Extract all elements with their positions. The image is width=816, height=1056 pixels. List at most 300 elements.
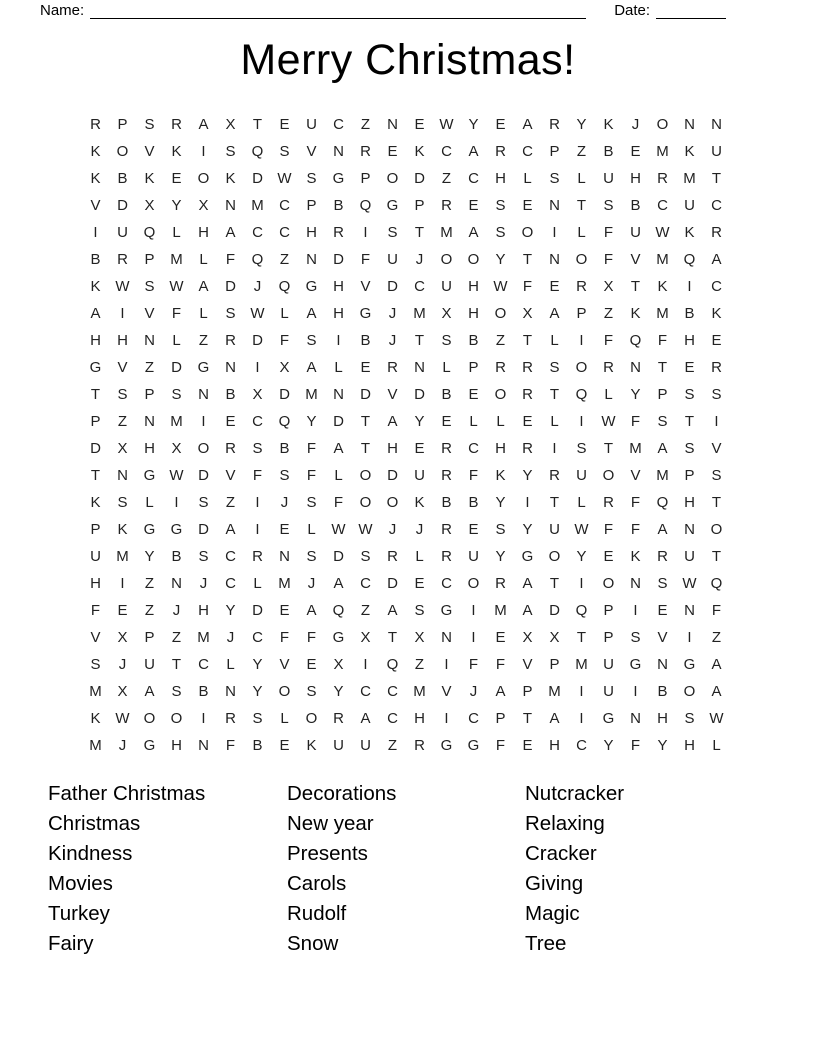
grid-letter: L [226,656,235,673]
grid-letter: S [684,386,695,403]
grid-letter: J [118,656,127,673]
grid-letter: I [336,332,341,349]
grid-letter: F [522,278,533,295]
grid-letter: R [225,440,236,457]
grid-letter: S [306,332,317,349]
grid-letter: U [441,278,452,295]
grid-letter: V [657,629,668,646]
grid-letter: X [333,656,344,673]
grid-letter: G [440,737,453,754]
grid-letter: L [550,413,559,430]
grid-letter: N [171,575,182,592]
grid-letter: F [279,332,290,349]
grid-letter: T [576,629,587,646]
grid-letter: G [197,359,210,376]
grid-letter: E [441,413,452,430]
grid-letter: R [522,440,533,457]
grid-letter: M [656,305,669,322]
grid-letter: L [334,467,343,484]
grid-letter: A [468,143,479,160]
grid-letter: T [252,116,263,133]
grid-letter: I [687,278,692,295]
grid-letter: N [198,386,209,403]
grid-letter: Z [495,332,506,349]
grid-letter: D [252,170,263,187]
grid-letter: G [143,521,156,538]
grid-letter: L [199,305,208,322]
grid-letter: L [469,413,478,430]
grid-letter: K [90,494,101,511]
grid-letter: O [359,467,372,484]
grid-letter: B [90,251,101,268]
grid-letter: N [657,656,668,673]
grid-letter: M [89,737,102,754]
grid-letter: A [198,278,209,295]
grid-letter: F [495,656,506,673]
grid-letter: C [279,197,290,214]
grid-letter: G [332,629,345,646]
word-list [48,779,776,958]
grid-letter: K [684,143,695,160]
letter-grid [82,111,730,759]
grid-letter: V [630,251,641,268]
grid-letter: K [711,305,722,322]
grid-letter: R [441,548,452,565]
grid-letter: N [684,521,695,538]
grid-letter: Y [171,197,182,214]
grid-letter: A [144,683,155,700]
grid-letter: H [549,737,560,754]
grid-letter: B [441,386,452,403]
grid-letter: E [414,440,425,457]
grid-letter: R [657,548,668,565]
grid-letter: S [171,386,182,403]
word-list-column [287,779,525,958]
grid-letter: A [711,683,722,700]
grid-letter: S [549,170,560,187]
grid-letter: G [602,710,615,727]
grid-letter: A [333,575,344,592]
grid-letter: C [522,143,533,160]
grid-letter: K [306,737,317,754]
grid-letter: X [522,629,533,646]
grid-letter: F [333,494,344,511]
grid-letter: Z [414,656,425,673]
grid-letter: M [494,602,507,619]
grid-letter: E [684,359,695,376]
grid-letter: U [468,548,479,565]
grid-letter: O [656,116,669,133]
grid-letter: G [440,602,453,619]
grid-letter: S [387,224,398,241]
grid-letter: O [440,251,453,268]
grid-letter: S [603,197,614,214]
grid-letter: E [468,521,479,538]
grid-letter: K [684,224,695,241]
grid-letter: D [171,359,182,376]
grid-letter: F [495,737,506,754]
grid-letter: D [360,386,371,403]
grid-letter: Y [495,251,506,268]
grid-letter: W [115,710,130,727]
grid-letter: R [225,332,236,349]
grid-letter: R [603,494,614,511]
grid-letter: V [117,359,128,376]
grid-letter: S [198,548,209,565]
grid-letter: X [117,629,128,646]
grid-letter: A [306,305,317,322]
grid-letter: S [657,413,668,430]
grid-letter: R [387,359,398,376]
grid-letter: T [387,629,398,646]
grid-letter: U [144,656,155,673]
grid-letter: J [307,575,316,592]
grid-letter: D [252,602,263,619]
grid-letter: R [603,359,614,376]
grid-letter: H [684,332,695,349]
grid-letter: C [252,413,263,430]
grid-letter: C [279,224,290,241]
grid-letter: O [602,575,615,592]
grid-letter: H [306,224,317,241]
grid-letter: K [657,278,668,295]
grid-letter: A [306,359,317,376]
grid-letter: T [414,332,425,349]
grid-letter: S [252,710,263,727]
word-list-item: Rudolf [287,901,347,925]
grid-letter: E [711,332,722,349]
grid-letter: G [386,197,399,214]
grid-letter: A [657,521,668,538]
grid-letter: G [89,359,102,376]
grid-letter: E [279,602,290,619]
grid-letter: T [576,197,587,214]
grid-letter: P [603,602,614,619]
grid-letter: J [226,629,235,646]
grid-letter: V [522,656,533,673]
grid-letter: O [197,170,210,187]
grid-letter: S [495,224,506,241]
grid-letter: H [414,710,425,727]
word-list-item: Turkey [48,901,110,925]
grid-letter: C [468,710,479,727]
grid-letter: F [360,251,371,268]
grid-letter: C [657,197,668,214]
grid-letter: R [549,116,560,133]
grid-letter: F [657,332,668,349]
grid-letter: K [144,170,155,187]
grid-letter: W [655,224,670,241]
grid-letter: S [360,548,371,565]
grid-letter: H [90,332,101,349]
grid-letter: M [629,440,642,457]
grid-letter: R [711,359,722,376]
grid-letter: N [333,143,344,160]
grid-letter: N [630,710,641,727]
grid-letter: L [145,494,154,511]
grid-letter: Y [333,683,344,700]
grid-letter: U [603,170,614,187]
grid-letter: K [414,143,425,160]
grid-letter: R [495,359,506,376]
grid-letter: O [710,521,723,538]
grid-letter: S [279,467,290,484]
grid-letter: L [280,710,289,727]
grid-letter: R [90,116,101,133]
grid-letter: H [333,305,344,322]
grid-letter: E [279,521,290,538]
grid-letter: V [90,629,101,646]
word-list-item: Carols [287,871,347,895]
grid-letter: W [115,278,130,295]
grid-letter: R [441,467,452,484]
grid-letter: I [579,413,584,430]
grid-letter: T [522,332,533,349]
grid-letter: U [603,656,614,673]
grid-letter: L [577,224,586,241]
grid-letter: A [522,575,533,592]
grid-letter: B [279,440,290,457]
grid-letter: S [711,467,722,484]
grid-letter: N [441,629,452,646]
grid-letter: L [307,521,316,538]
grid-letter: D [252,332,263,349]
grid-letter: I [714,413,719,430]
grid-letter: M [197,629,210,646]
grid-letter: Q [710,575,723,592]
puzzle-title: Merry Christmas! [240,36,576,84]
grid-letter: H [171,737,182,754]
grid-letter: P [306,197,317,214]
grid-letter: X [441,305,452,322]
grid-letter: W [331,521,346,538]
grid-letter: Y [468,116,479,133]
grid-letter: G [170,521,183,538]
grid-letter: W [439,116,454,133]
grid-letter: Q [386,656,399,673]
grid-letter: D [117,197,128,214]
grid-letter: G [143,737,156,754]
grid-letter: M [413,683,426,700]
grid-letter: X [198,197,209,214]
grid-letter: W [493,278,508,295]
grid-letter: O [359,494,372,511]
grid-letter: H [90,575,101,592]
grid-letter: M [305,386,318,403]
grid-letter: N [630,359,641,376]
grid-letter: Y [225,602,236,619]
grid-letter: P [549,143,560,160]
grid-letter: X [360,629,371,646]
grid-letter: R [333,710,344,727]
grid-letter: S [252,440,263,457]
grid-letter: O [575,359,588,376]
grid-letter: B [684,305,695,322]
grid-letter: U [387,251,398,268]
grid-letter: D [549,602,560,619]
grid-letter: P [603,629,614,646]
grid-letter: D [333,251,344,268]
grid-letter: K [90,143,101,160]
grid-letter: A [306,602,317,619]
grid-letter: B [252,737,263,754]
grid-letter: T [90,467,101,484]
grid-letter: Y [522,521,533,538]
grid-letter: A [495,683,506,700]
grid-letter: U [684,197,695,214]
grid-letter: O [575,251,588,268]
grid-letter: H [198,224,209,241]
grid-letter: S [684,710,695,727]
grid-letter: D [279,386,290,403]
grid-letter: G [305,278,318,295]
grid-letter: L [712,737,721,754]
grid-letter: L [523,170,532,187]
grid-letter: M [656,251,669,268]
grid-letter: T [549,494,560,511]
grid-letter: T [522,710,533,727]
grid-letter: C [711,278,722,295]
grid-letter: G [467,737,480,754]
name-label: Name: [40,2,85,19]
grid-letter: G [683,656,696,673]
grid-letter: P [144,386,155,403]
grid-letter: P [549,656,560,673]
grid-letter: Z [144,359,155,376]
grid-letter: V [279,656,290,673]
grid-letter: B [468,332,479,349]
grid-letter: J [118,737,127,754]
grid-letter: R [441,440,452,457]
grid-letter: S [414,602,425,619]
grid-letter: Z [144,575,155,592]
grid-letter: P [90,521,101,538]
grid-letter: X [522,305,533,322]
grid-letter: K [630,305,641,322]
grid-letter: A [522,602,533,619]
grid-letter: T [549,386,560,403]
grid-letter: C [252,224,263,241]
word-list-item: Movies [48,871,113,895]
grid-letter: D [387,575,398,592]
grid-letter: X [117,683,128,700]
grid-letter: I [579,683,584,700]
grid-letter: F [603,224,614,241]
grid-letter: H [468,305,479,322]
grid-letter: X [225,116,236,133]
grid-letter: X [414,629,425,646]
grid-letter: E [495,116,506,133]
grid-letter: A [657,440,668,457]
word-list-item: Relaxing [525,811,605,835]
grid-letter: Y [252,683,263,700]
grid-letter: S [279,143,290,160]
grid-letter: M [116,548,129,565]
grid-letter: E [225,413,236,430]
grid-letter: F [279,629,290,646]
grid-letter: E [549,278,560,295]
grid-letter: P [522,683,533,700]
grid-letter: V [225,467,236,484]
grid-letter: Z [144,602,155,619]
word-list-item: Decorations [287,782,397,805]
grid-letter: I [201,143,206,160]
grid-letter: Z [117,413,128,430]
grid-letter: U [306,116,317,133]
grid-letter: T [711,548,722,565]
grid-letter: Z [225,494,236,511]
grid-letter: B [657,683,668,700]
grid-letter: M [170,251,183,268]
grid-letter: U [549,521,560,538]
grid-letter: H [495,170,506,187]
grid-letter: T [630,278,641,295]
grid-letter: C [441,575,452,592]
grid-letter: R [711,224,722,241]
word-list-item: Cracker [525,841,597,865]
grid-letter: N [549,251,560,268]
grid-letter: D [387,467,398,484]
grid-letter: L [172,332,181,349]
grid-letter: A [333,440,344,457]
grid-letter: H [495,440,506,457]
grid-letter: F [306,629,317,646]
grid-letter: N [333,386,344,403]
grid-letter: I [93,224,98,241]
grid-letter: G [629,656,642,673]
grid-letter: H [657,710,668,727]
grid-letter: P [144,629,155,646]
grid-letter: K [90,170,101,187]
grid-letter: H [144,440,155,457]
grid-letter: S [306,170,317,187]
grid-letter: P [684,467,695,484]
grid-letter: Z [360,602,371,619]
grid-letter: S [117,494,128,511]
grid-letter: B [117,170,128,187]
grid-letter: K [414,494,425,511]
word-list-column [525,779,776,958]
grid-letter: N [414,359,425,376]
grid-letter: C [711,197,722,214]
grid-letter: I [552,440,557,457]
grid-letter: E [630,143,641,160]
grid-letter: A [387,602,398,619]
grid-letter: N [117,467,128,484]
grid-letter: D [333,413,344,430]
grid-letter: N [225,683,236,700]
grid-letter: C [360,575,371,592]
grid-letter: C [387,683,398,700]
grid-letter: A [549,305,560,322]
date-blank-line [656,4,726,19]
grid-letter: D [387,278,398,295]
grid-letter: J [631,116,640,133]
grid-letter: C [468,170,479,187]
grid-letter: N [225,359,236,376]
grid-letter: A [90,305,101,322]
grid-letter: M [413,305,426,322]
grid-letter: A [549,710,560,727]
grid-letter: Y [414,413,425,430]
grid-letter: L [253,575,262,592]
grid-letter: P [576,305,587,322]
grid-letter: R [171,116,182,133]
grid-letter: K [630,548,641,565]
grid-letter: C [252,629,263,646]
grid-letter: A [711,251,722,268]
grid-letter: E [522,197,533,214]
